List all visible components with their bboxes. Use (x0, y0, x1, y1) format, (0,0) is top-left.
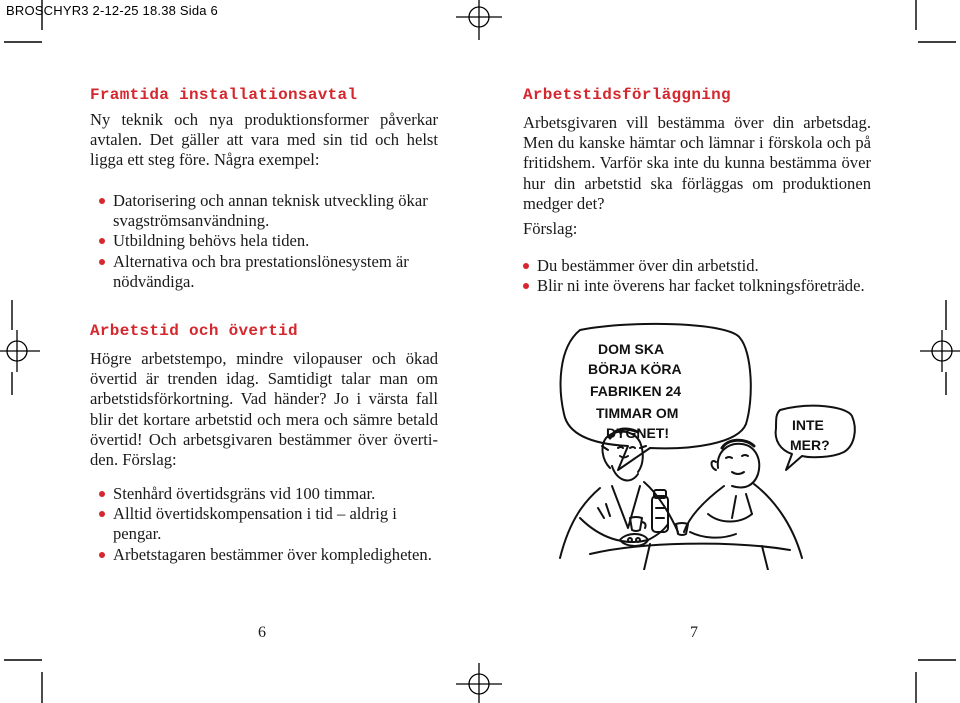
print-slug: BROSCHYR3 2-12-25 18.38 Sida 6 (6, 3, 218, 18)
registration-mark-right (920, 330, 960, 372)
bullet-list-proposals-overtid (99, 484, 439, 565)
paragraph-arbetstidsforlaggning: Arbetsgivaren vill bestämma över din arbetsdag. Men du kanske hämtar och lämnar i förskola och på fritidshem. Varför ska inte du kunna bestämma över hur din arbetstid ska förläggas om produktionen medger det? (523, 113, 871, 213)
registration-mark-bottom (456, 663, 502, 703)
list-item: Alltid övertidskompensation i tid – aldrig i pengar. (99, 504, 439, 544)
bubble-line: DYGNET! (606, 425, 669, 441)
cup (630, 517, 646, 531)
bubble-line: FABRIKEN 24 (590, 383, 682, 399)
registration-mark-top (456, 0, 502, 40)
registration-mark-left (0, 330, 40, 372)
list-item: Blir ni inte överens har facket tolkningsföreträde. (523, 276, 883, 296)
page-number-left: 6 (258, 624, 266, 641)
cartoon-illustration (540, 318, 870, 570)
paragraph-arbetstid: Högre arbetstempo, mindre vilopauser och ökad övertid är trenden idag. Samtidigt talar man om arbetstidsförkortning. Vad händer? Jo i värsta fall blir det kortare arbetstid och mera och sämre betald övertid! Och arbetsgivaren bestämmer över övertiden. Förslag: (90, 349, 438, 470)
heading-arbetstid-och-overtid: Arbetstid och övertid (90, 322, 298, 340)
bubble-line: TIMMAR OM (596, 405, 679, 421)
list-item: Arbetstagaren bestämmer över kompledigheten. (99, 545, 439, 565)
list-item: Du bestämmer över din arbetstid. (523, 256, 883, 276)
list-item: Alternativa och bra prestationslönesystem är nödvändiga. (99, 252, 439, 292)
bullet-list-examples (99, 191, 439, 292)
list-item: Stenhård övertidsgräns vid 100 timmar. (99, 484, 439, 504)
list-item: Utbildning behövs hela tiden. (99, 231, 439, 251)
page-number-right: 7 (690, 624, 698, 641)
bubble-line: MER? (790, 437, 830, 453)
proposal-label: Förslag: (523, 219, 578, 238)
table (590, 544, 790, 554)
heading-framtida-installationsavtal: Framtida installationsavtal (90, 86, 358, 104)
bubble-line: BÖRJA KÖRA (588, 361, 682, 377)
list-item: Datorisering och annan teknisk utveckling ökar svagströmsanvändning. (99, 191, 439, 231)
bullet-list-proposals-forlaggning (523, 256, 883, 296)
bubble-line: DOM SKA (598, 341, 665, 357)
paragraph-installationsavtal: Ny teknik och nya produktionsformer påverkar avtalen. Det gäller att vara med sin tid och helst ligga ett steg före. Några exempel: (90, 110, 438, 170)
right-man-figure (684, 440, 802, 558)
heading-arbetstidsforlaggning: Arbetstidsförläggning (523, 86, 731, 104)
bubble-line: INTE (792, 417, 824, 433)
